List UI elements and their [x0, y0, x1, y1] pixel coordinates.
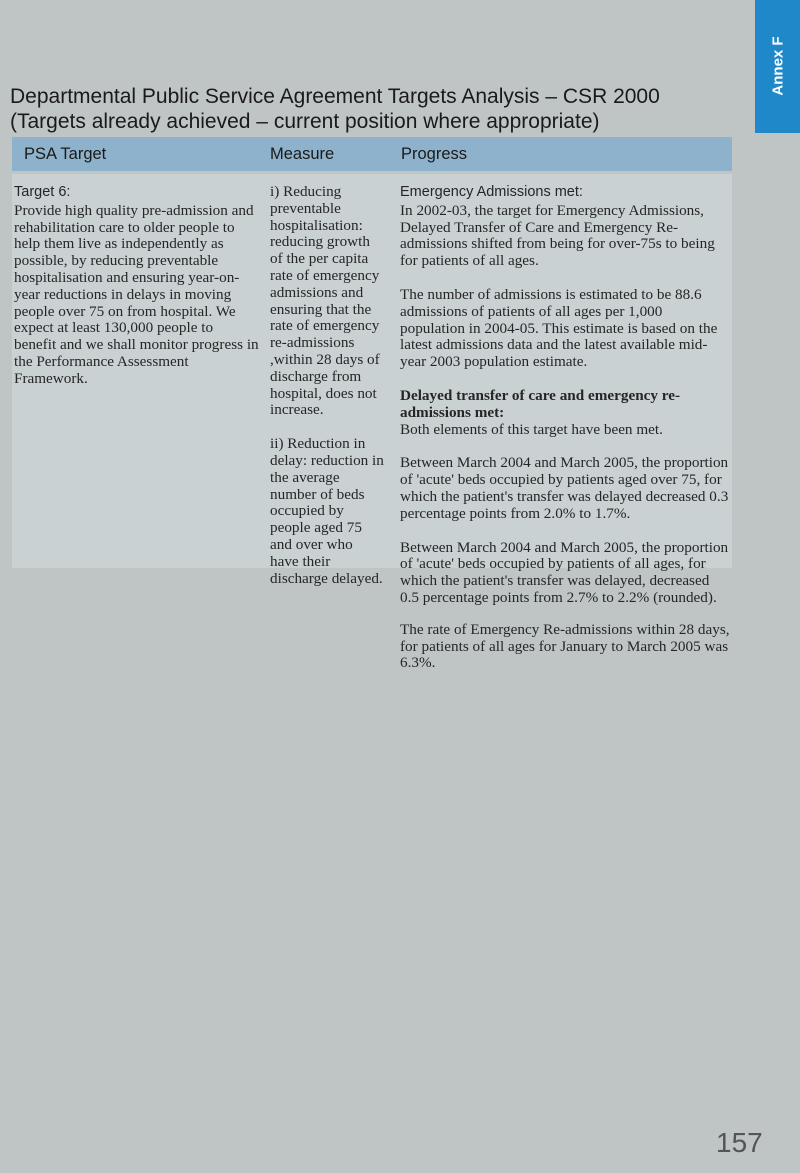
page-title-line-2: (Targets already achieved – current position where appropriate): [10, 110, 600, 133]
page-title-line-1: Departmental Public Service Agreement Targets Analysis – CSR 2000: [10, 85, 660, 108]
progress-paragraph-6: The rate of Emergency Re-admissions within 28 days, for patients of all ages for January to March 2005 was 6.3%.: [400, 620, 730, 672]
target-text: Provide high quality pre-admission and rehabilitation care to older people to help them live as independently as possible, by reducing preventable hospitalisation and ensuring year-on-year reductions in delays in moving people over 75 on from hospital. We expect at least 130,000 people to benefit and we shall monitor progress in the Performance Assessment Framework.: [14, 201, 259, 387]
progress-heading-emergency-admissions: Emergency Admissions met:: [400, 184, 583, 200]
header-measure: Measure: [270, 145, 335, 163]
header-psa-target: PSA Target: [24, 145, 107, 163]
annex-tab-label: Annex F: [769, 36, 786, 96]
progress-paragraph-1: In 2002-03, the target for Emergency Admissions, Delayed Transfer of Care and Emergency Re-admissions shifted from being for over-75s to being for patients of all ages.: [400, 201, 715, 270]
measure-2-text: ii) Reduction in delay: reduction in the average number of beds occupied by people aged 75 and over who have their discharge delayed.: [270, 435, 384, 587]
page-title: [10, 84, 750, 134]
annex-tab: [755, 0, 800, 133]
progress-column: [400, 184, 730, 672]
table-header-band: [12, 137, 732, 171]
target-label: Target 6:: [14, 184, 71, 200]
progress-paragraph-2: The number of admissions is estimated to be 88.6 admissions of patients of all ages per 1,000 population in 2004-05. This estimate is based on the latest admissions data and the latest available mid-year 2003 population estimate.: [400, 285, 718, 371]
progress-paragraph-3: Both elements of this target have been met.: [400, 420, 663, 438]
header-progress: Progress: [401, 145, 468, 163]
measure-1-text: i) Reducing preventable hospitalisation: reducing growth of the per capita rate of emergency admissions and ensuring that the rate of emergency re-admissions ,within 28 days of discharge from hospital, does not increase.: [270, 183, 380, 419]
target-column: [14, 184, 259, 388]
progress-heading-delayed-transfer: Delayed transfer of care and emergency re-admissions met:: [400, 386, 681, 421]
measure-column: [270, 184, 385, 587]
page-number: 157: [716, 1127, 763, 1158]
progress-paragraph-4: Between March 2004 and March 2005, the proportion of 'acute' beds occupied by patients aged over 75, for which the patient's transfer was delayed decreased 0.3 percentage points from 2.0% to 1.7%.: [400, 454, 729, 522]
progress-paragraph-5: Between March 2004 and March 2005, the proportion of 'acute' beds occupied by patients of all ages, for which the patient's transfer was delayed, decreased 0.5 percentage points from 2.7% to 2.2% (rounded).: [400, 538, 729, 606]
